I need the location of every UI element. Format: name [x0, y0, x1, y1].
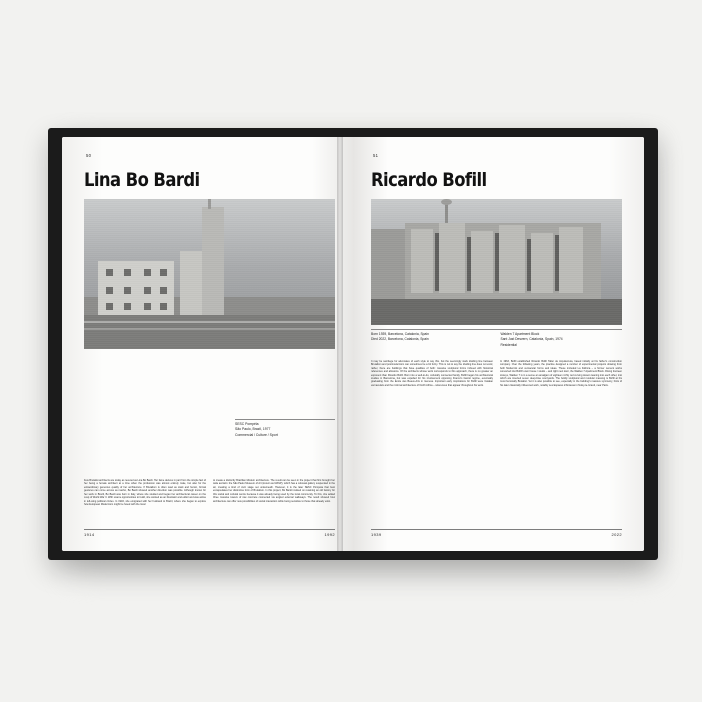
caption-location: São Paulo, Brazil, 1977	[235, 427, 271, 432]
caption-program: Commercial / Culture / Sport	[235, 432, 278, 437]
right-page-title: Ricardo Bofill	[371, 169, 487, 191]
walden7-caption	[501, 332, 623, 348]
sesc-pompeia-photo	[84, 199, 335, 349]
died-line: Died 2022, Barcelona, Catalonia, Spain	[371, 337, 429, 342]
left-page-body	[84, 479, 335, 507]
right-page-body	[371, 360, 622, 388]
left-page-folio: 50	[86, 153, 92, 158]
left-page	[62, 137, 353, 551]
left-page-title: Lina Bo Bardi	[84, 169, 200, 191]
left-body-column-1: Few Brutalist architects are today as revered as Lina Bo Bardi. Her fame derives in part from the simple fact of her being a female architect at a time when the profession was almost entirely male, but also for the extraordinary generous quality of her architecture. If Brutalism is often read as stark and heroic, formal gestures can come across as macho, Bo Bardi showed another direction was possible. Although known for her work in Brazil, Bo Bardi was born in Italy, where she studied and began her architectural career on the cusp of World War II. With scarce opportunities to build, she worked as an illustrator and editor and was active in left-wing political circles. In 1946, she emigrated with her husband to Brazil, where she began to explore how European Modernism might be fused with the local	[84, 479, 206, 507]
right-body-column-1: It may be sacrilege for advocates of each style to say this, but the seemingly stark dividing line between Brutalism and postmodernism can sometimes be a bit fuzzy. This is not to say the dividing line does not exist; rather, there are buildings that have qualities of both: massive sculptural forms imbued with historical references and allusions. Of the architects whose work corresponds to this approach, there is no greater an exponent than Ricardo Bofill. Born into a well-to-do, culturally connected family, Bofill began his architectural studies in Barcelona, but was expelled for his involvement opposing Franco's fascist regime, eventually graduating from the École des Beaux-Arts in Geneva. Important early inspirations for Bofill were Catalan vernaculars and the minimal architecture of North Africa – references that appear throughout his work.	[371, 359, 493, 387]
caption-name: SESC Pompéia	[235, 422, 259, 426]
timeline-end: 2022	[611, 532, 622, 537]
walden7-photo	[371, 199, 622, 325]
right-page	[353, 137, 644, 551]
caption-name: Walden 7 Apartment Block	[500, 332, 540, 337]
book-gutter	[337, 137, 343, 551]
open-book	[48, 128, 658, 568]
timeline-start: 1914	[84, 532, 95, 537]
timeline-start: 1939	[371, 532, 382, 537]
timeline-end: 1992	[324, 532, 335, 537]
left-page-timeline	[84, 529, 335, 537]
right-body-column-2: In 1963, Bofill established Ricardo Bofill Taller de Arquitectura, based initially at his father's construction company. Over the following years, the practice designed a number of experimental projects drawing from both Modernist and vernacular forms and ideas. These included La Fábrica – a former cement works converted into Bofill's own house / studio – and right next door, the Walden 7 Apartment Block. Rising fourteen storeys, Walden 7 is in a sense an amalgam of eighteen richly red curving towers leaning into each other, into which are inserted seven deep-blue courtyards. The boldly sculptural and modular massing is Bofill at his most heroically Brutalist. Yet it is also possible to see, especially in the building's massive symmetry, hints of his later classically influenced work, notably Les Espaces d'Abraxas in Noisy-le-Grand, near Paris.	[500, 359, 622, 387]
right-page-timeline	[371, 529, 622, 537]
left-body-column-2: to create a distinctly Brazilian Modern architecture. The result can be seen in the project that first brought her wide acclaim: the São Paulo Museum of Art (known as MASP), which has a colossal gallery suspended in the air, creating a kind of civic stage set underneath. However, it is the later SESC Pompéia that best encapsulates her distinctive form of Brutalism. In this project, Bo Bardi insisted on retaining an old factory for this social and cultural centre because it was already being used by the local community. To this, she added three massive towers of raw concrete connected via angled external walkways. The result showed how architecture can offer new possibilities of social interaction while being sensitive to those that already exist.	[213, 479, 335, 503]
right-page-folio: 51	[373, 153, 379, 158]
born-line: Born 1939, Barcelona, Catalonia, Spain	[371, 332, 429, 337]
right-birth-meta	[371, 332, 493, 348]
book-pages	[62, 137, 644, 551]
caption-location: Sant Just Desvern, Catalonia, Spain, 1974	[500, 337, 563, 342]
sesc-caption	[235, 419, 335, 438]
walden7-captions	[371, 329, 622, 348]
caption-program: Residential	[500, 342, 517, 347]
